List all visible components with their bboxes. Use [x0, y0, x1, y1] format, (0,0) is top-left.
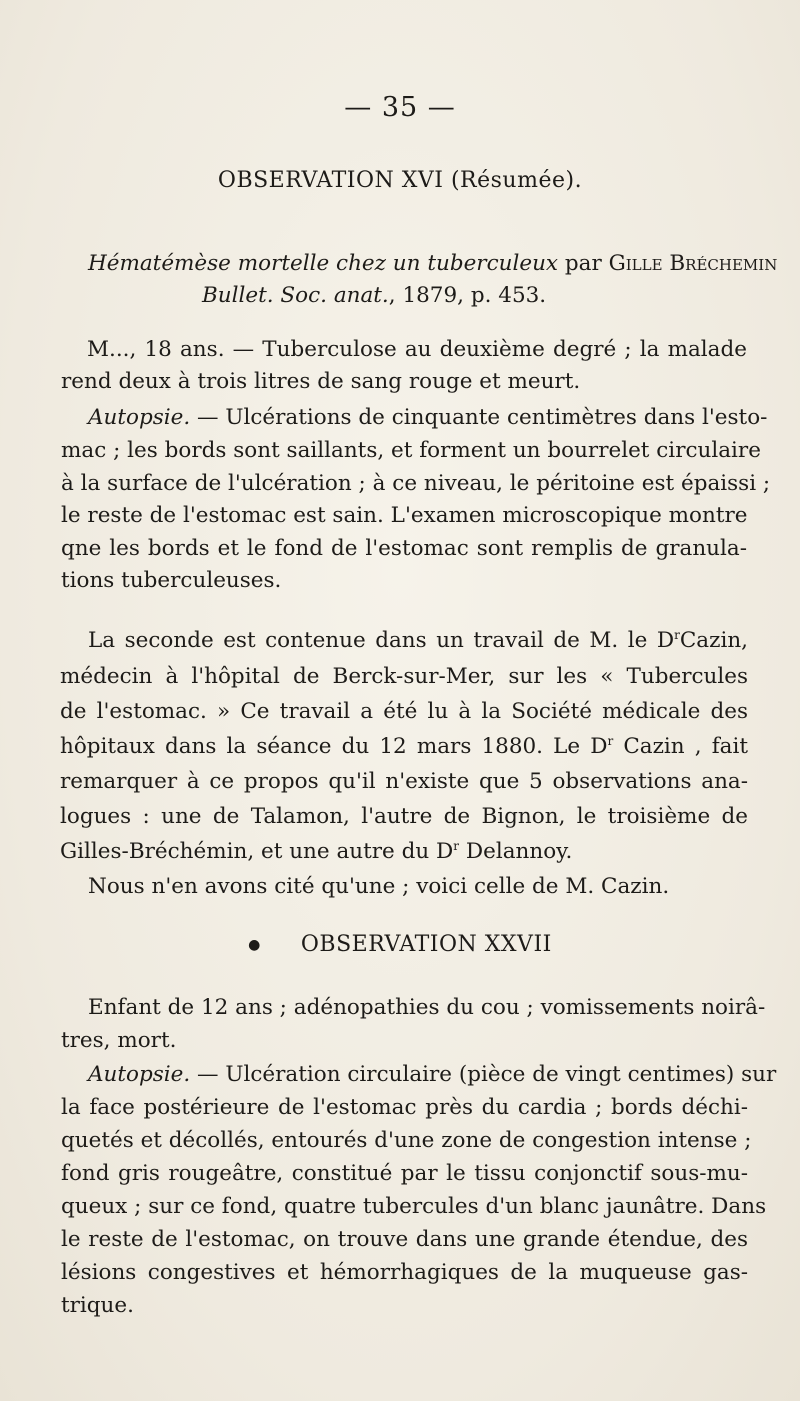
obs2-text-line: la face postérieure de l'estomac près du cardia ; bords déchi-: [61, 1095, 748, 1120]
obs1-reference-details: , 1879, p. 453.: [388, 283, 547, 308]
para-line-7-sup: r: [453, 838, 460, 853]
obs1-text-line: à la surface de l'ulcération ; à ce niveau, le péritoine est épaissi ;: [61, 471, 771, 496]
obs1-reference-journal: Bullet. Soc. anat.: [202, 283, 389, 308]
para-line-7-end: Delannoy.: [459, 839, 573, 864]
obs2-text-line: Enfant de 12 ans ; adénopathies du cou ; vomissements noirâ-: [88, 995, 766, 1020]
para-line-1-sup: r: [674, 627, 680, 642]
para-line-7-text: Gilles-Bréchémin, et une autre du D: [60, 839, 454, 864]
obs1-text-line: mac ; les bords sont saillants, et forment un bourrelet circulaire: [61, 438, 761, 463]
bullet-mark: ●: [248, 937, 261, 953]
obs1-text-line: M..., 18 ans. — Tuberculose au deuxième degré ; la malade: [87, 337, 747, 362]
obs1-text-line: le reste de l'estomac est sain. L'examen microscopique montre: [61, 503, 748, 528]
para-line-1-end: Cazin,: [679, 628, 748, 653]
obs2-autopsie-line: [88, 1062, 777, 1087]
obs2-text-line: quetés et décollés, entourés d'une zone de congestion intense ;: [61, 1128, 752, 1153]
obs1-autopsie-line: [88, 405, 768, 430]
observation-xxvii-title-text: OBSERVATION XXVII: [300, 932, 552, 957]
para-line: [60, 733, 748, 759]
para-line: médecin à l'hôpital de Berck-sur-Mer, sur les « Tubercules: [60, 664, 748, 689]
obs2-autopsie-label: Autopsie.: [88, 1062, 191, 1087]
obs1-autopsie-text: — Ulcérations de cinquante centimètres dans l'esto-: [190, 405, 768, 430]
para-line-4-sup: r: [607, 733, 614, 748]
obs2-text-line: queux ; sur ce fond, quatre tubercules d'un blanc jaunâtre. Dans: [61, 1194, 767, 1219]
para-line: remarquer à ce propos qu'il n'existe que 5 observations ana-: [60, 769, 748, 794]
para-line: de l'estomac. » Ce travail a été lu à la Société médicale des: [60, 699, 748, 724]
page-number: — 35 —: [344, 92, 456, 123]
para-line-4-end: Cazin , fait: [613, 734, 748, 759]
observation-xxvii-title: [0, 932, 800, 957]
obs1-reference-line-1: [88, 253, 777, 275]
obs1-reference-title: Hématémèse mortelle chez un tuberculeux: [88, 251, 559, 276]
para-line: Nous n'en avons cité qu'une ; voici celle de M. Cazin.: [88, 874, 670, 899]
para-line: [60, 838, 573, 864]
obs1-text-line: rend deux à trois litres de sang rouge et meurt.: [61, 369, 581, 394]
observation-xvi-title: OBSERVATION XVI (Résumée).: [217, 168, 583, 193]
para-line: [88, 627, 748, 653]
obs2-autopsie-text: — Ulcération circulaire (pièce de vingt centimes) sur: [190, 1062, 777, 1087]
obs2-text-line: trique.: [61, 1293, 134, 1318]
obs1-autopsie-label: Autopsie.: [88, 405, 191, 430]
obs1-text-line: qne les bords et le fond de l'estomac sont remplis de granula-: [61, 536, 747, 561]
obs1-reference-line-2: [202, 285, 546, 307]
obs2-text-line: fond gris rougeâtre, constitué par le tissu conjonctif sous-mu-: [61, 1161, 748, 1186]
para-line-4-text: hôpitaux dans la séance du 12 mars 1880. Le D: [60, 734, 608, 759]
obs2-text-line: tres, mort.: [61, 1028, 177, 1053]
obs2-text-line: lésions congestives et hémorrhagiques de la muqueuse gas-: [61, 1260, 748, 1285]
obs1-reference-par: par: [558, 251, 609, 276]
para-line: logues : une de Talamon, l'autre de Bignon, le troisième de: [60, 804, 748, 829]
obs1-reference-author: Gille Bréchemin: [608, 251, 778, 276]
obs1-text-line: tions tuberculeuses.: [61, 568, 282, 593]
para-line-1-text: La seconde est contenue dans un travail de M. le D: [88, 628, 675, 653]
obs2-text-line: le reste de l'estomac, on trouve dans une grande étendue, des: [61, 1227, 748, 1252]
